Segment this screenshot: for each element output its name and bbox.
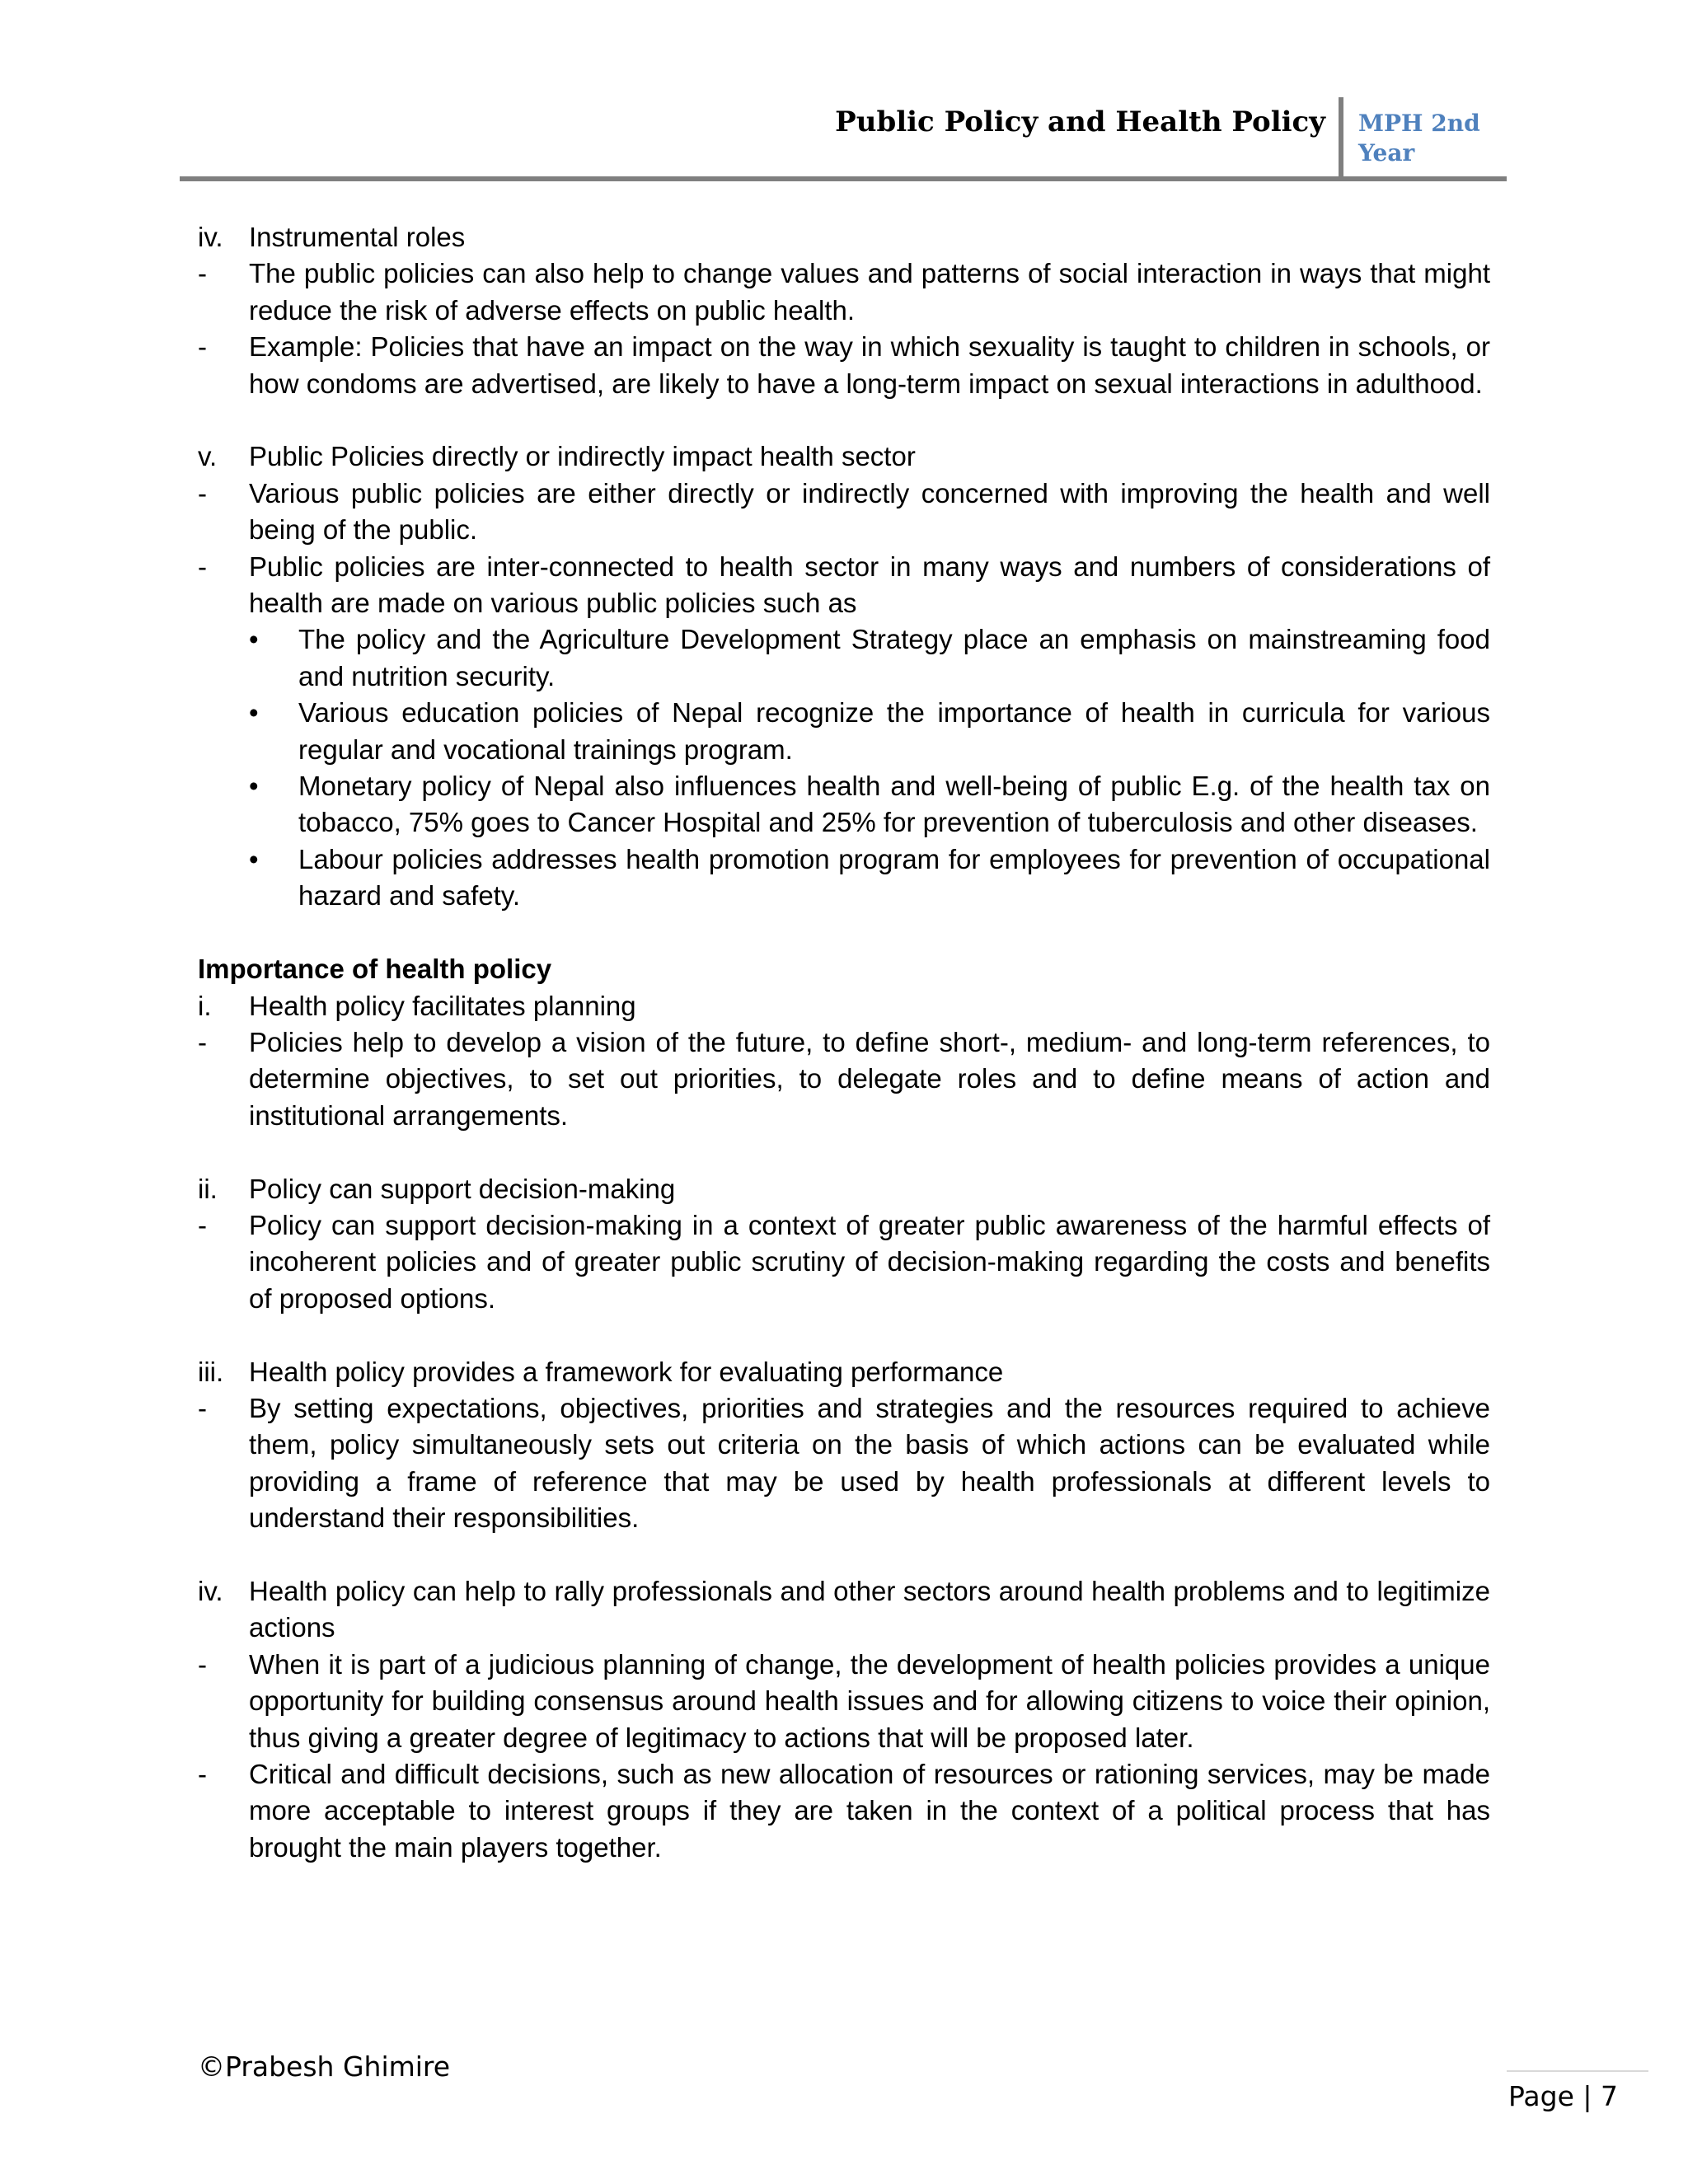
section-title: Health policy provides a framework for evaluating performance	[249, 1356, 1004, 1387]
list-marker: i.	[198, 990, 212, 1021]
section-heading	[198, 1573, 1490, 1647]
importance-heading: Importance of health policy	[198, 954, 552, 985]
bullet-item	[198, 695, 1490, 768]
bullet-icon: •	[249, 624, 259, 655]
list-item	[198, 329, 1490, 402]
bullet-text: The policy and the Agriculture Development Strategy place an emphasis on mainstreaming food and nutrition security.	[298, 624, 1490, 691]
list-marker: iv.	[198, 1575, 223, 1606]
page-number: Page | 7	[1508, 2080, 1618, 2112]
list-marker: ii.	[198, 1173, 218, 1204]
paragraph: Various public policies are either directly or indirectly concerned with improving the health and well being of the public.	[249, 477, 1490, 546]
paragraph: Policies help to develop a vision of the future, to define short-, medium- and long-term references, to determine objectives, to set out priorities, to delegate roles and to define means of action and institutional arrangements.	[249, 1026, 1490, 1131]
bullet-icon: •	[249, 771, 259, 802]
dash-marker: -	[198, 1026, 207, 1057]
section-heading	[198, 219, 1490, 255]
section-title: Policy can support decision-making	[249, 1173, 676, 1204]
paragraph: Example: Policies that have an impact on the way in which sexuality is taught to children in schools, or how condoms are advertised, are likely to have a long-term impact on sexual interactions in adulthood.	[249, 331, 1490, 399]
header-title: Public Policy and Health Policy	[835, 105, 1325, 138]
list-item	[198, 1024, 1490, 1134]
bullet-text: Various education policies of Nepal recognize the importance of health in curricula for various regular and vocational trainings program.	[298, 697, 1490, 765]
header-subtitle: MPH 2nd Year	[1358, 110, 1480, 166]
footer-author: ©Prabesh Ghimire	[198, 2050, 451, 2083]
bullet-item	[198, 621, 1490, 695]
dash-marker: -	[198, 1758, 207, 1789]
list-item	[198, 476, 1490, 549]
paragraph: By setting expectations, objectives, priorities and strategies and the resources required to achieve them, policy simultaneously sets out criteria on the basis of which actions can be evaluated while providing a frame of reference that may be used by health professionals at different levels to understand their responsibilities.	[249, 1392, 1490, 1534]
dash-marker: -	[198, 1209, 207, 1240]
list-item	[198, 549, 1490, 622]
section-title: Public Policies directly or indirectly impact health sector	[249, 441, 916, 472]
list-item	[198, 1756, 1490, 1866]
section-title: Instrumental roles	[249, 222, 466, 252]
section-heading	[198, 1171, 1490, 1207]
list-item	[198, 255, 1490, 329]
dash-marker: -	[198, 1392, 207, 1423]
header-divider	[1339, 97, 1343, 180]
bullet-icon: •	[249, 697, 259, 729]
list-item	[198, 1647, 1490, 1756]
section-heading	[198, 1354, 1490, 1390]
paragraph: Critical and difficult decisions, such as new allocation of resources or rationing services, may be made more acceptable to interest groups if they are taken in the context of a political process that has brought the main players together.	[249, 1758, 1490, 1863]
paragraph: Public policies are inter-connected to health sector in many ways and numbers of considerations of health are made on various public policies such as	[249, 551, 1490, 619]
dash-marker: -	[198, 1648, 207, 1680]
paragraph: Policy can support decision-making in a context of greater public awareness of the harmful effects of incoherent policies and of greater public scrutiny of decision-making regarding the costs and benefits of proposed options.	[249, 1209, 1490, 1314]
bullet-text: Monetary policy of Nepal also influences health and well-being of public E.g. of the health tax on tobacco, 75% goes to Cancer Hospital and 25% for prevention of tuberculosis and other diseases.	[298, 771, 1490, 838]
dash-marker: -	[198, 258, 207, 289]
list-marker: iv.	[198, 222, 223, 252]
section-heading	[198, 438, 1490, 475]
bullet-item	[198, 841, 1490, 915]
dash-marker: -	[198, 551, 207, 582]
section-heading	[198, 988, 1490, 1024]
header-rule	[180, 176, 1507, 181]
bullet-text: Labour policies addresses health promotion program for employees for prevention of occupational hazard and safety.	[298, 843, 1490, 912]
bullet-icon: •	[249, 843, 259, 874]
list-marker: iii.	[198, 1356, 224, 1387]
list-item	[198, 1390, 1490, 1537]
paragraph: When it is part of a judicious planning of change, the development of health policies provides a unique opportunity for building consensus around health issues and for allowing citizens to voice their opinion, thus giving a greater degree of legitimacy to actions that will be proposed later.	[249, 1648, 1490, 1753]
page-body	[198, 219, 1490, 1866]
paragraph: The public policies can also help to change values and patterns of social interaction in ways that might reduce the risk of adverse effects on public health.	[249, 258, 1490, 326]
section-title: Health policy can help to rally professionals and other sectors around health problems and to legitimize actions	[249, 1575, 1490, 1643]
dash-marker: -	[198, 331, 207, 363]
list-item	[198, 1207, 1490, 1317]
bullet-item	[198, 768, 1490, 841]
footer-rule	[1507, 2070, 1648, 2072]
dash-marker: -	[198, 477, 207, 509]
list-marker: v.	[198, 441, 218, 472]
section-title: Health policy facilitates planning	[249, 990, 636, 1021]
